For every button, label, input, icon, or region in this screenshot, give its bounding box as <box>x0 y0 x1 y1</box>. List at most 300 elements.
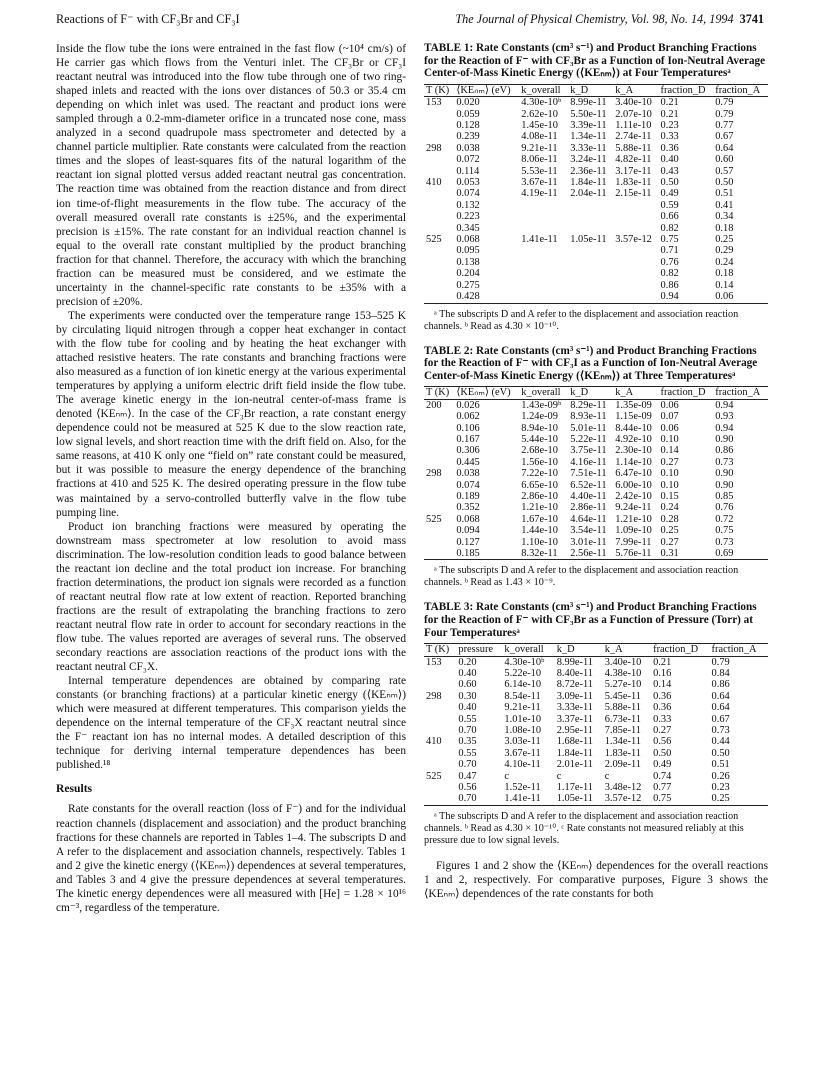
table-row <box>424 188 768 199</box>
table-cell: 0.51 <box>711 759 730 771</box>
table-cell: 0.47 <box>458 770 477 782</box>
table-cell <box>424 131 454 142</box>
table-cell: 0.28 <box>660 513 679 525</box>
table-cell <box>568 223 613 234</box>
column-header: fraction_D <box>651 644 709 656</box>
table-cell: 0.69 <box>713 548 768 560</box>
table-cell <box>424 502 454 513</box>
table-cell: 0.239 <box>456 131 480 143</box>
table-row <box>424 223 768 234</box>
table-cell: 2.09e-11 <box>604 759 641 771</box>
table-cell: 2.07e-10 <box>615 108 652 120</box>
table-cell: 0.60 <box>458 679 477 691</box>
table-cell: 1.67e-10 <box>521 513 558 525</box>
table-cell <box>519 268 568 279</box>
table-cell: 2.36e-11 <box>570 165 607 177</box>
table-row <box>424 166 768 177</box>
table2 <box>424 386 768 560</box>
table-cell: 8.94e-10 <box>521 422 558 434</box>
table-cell: 8.40e-11 <box>556 667 593 679</box>
column-header: fraction_A <box>713 84 768 96</box>
table-row <box>424 177 768 188</box>
table-cell: 1.44e-10 <box>521 525 558 537</box>
table-cell: 4.40e-11 <box>570 490 607 502</box>
table-cell: 0.94 <box>659 291 714 303</box>
table-cell: 3.17e-11 <box>615 165 652 177</box>
table-cell: 0.94 <box>715 422 734 434</box>
table-cell: 0.352 <box>456 502 480 514</box>
right-column <box>424 42 768 901</box>
column-header: k_overall <box>519 387 568 399</box>
table-cell: 298 <box>426 142 442 154</box>
table-cell: 0.068 <box>456 513 480 525</box>
table-cell: 1.21e-10 <box>521 502 558 514</box>
table2-caption: TABLE 2: Rate Constants (cm³ s⁻¹) and Product Branching Fractions for the Reaction of F⁻ with CF₃I as a Function of Ion-Neutral Average Center-of-Mass Kinetic Energy (⟨KEₙₘ⟩) at Three Temperaturesᵃ <box>424 344 758 382</box>
table-cell: 5.01e-11 <box>570 422 607 434</box>
table-cell: 2.86e-10 <box>521 490 558 502</box>
table-cell: 3.75e-11 <box>570 445 607 457</box>
column-header: k_A <box>613 84 658 96</box>
table-cell: 0.167 <box>456 433 480 445</box>
table-cell <box>424 223 454 234</box>
table-cell: 3.67e-11 <box>504 747 541 759</box>
table-cell <box>424 257 454 268</box>
table-cell: 2.42e-10 <box>615 490 652 502</box>
table-cell: 525 <box>426 770 442 782</box>
table-cell <box>568 268 613 279</box>
table-cell: 4.64e-11 <box>570 513 607 525</box>
table-cell: 3.03e-11 <box>504 736 541 748</box>
table1-footnote: ᵃ The subscripts D and A refer to the displacement and association reaction channels. ᵇ Read as 4.30 × 10⁻¹⁰. <box>424 308 739 332</box>
table-cell <box>568 280 613 291</box>
table-cell <box>424 280 454 291</box>
table-cell <box>613 211 658 222</box>
table-cell: 4.82e-11 <box>615 154 652 166</box>
table-cell: 0.76 <box>715 502 734 514</box>
table-cell: 0.57 <box>715 165 734 177</box>
column-header: pressure <box>456 644 502 656</box>
table-cell: 5.27e-10 <box>604 679 642 691</box>
table-row <box>424 468 768 479</box>
table-cell: 153 <box>426 97 442 109</box>
table-cell: 0.16 <box>653 667 672 679</box>
table-cell: 1.17e-11 <box>556 782 593 794</box>
table-cell: 6.65e-10 <box>521 479 558 491</box>
table-cell: 0.074 <box>456 188 480 200</box>
table-cell: 0.59 <box>660 199 679 211</box>
table-cell: 200 <box>426 399 442 411</box>
table-row <box>424 399 768 411</box>
table-cell: 8.99e-11 <box>570 97 607 109</box>
table-cell: 0.21 <box>660 108 679 120</box>
table-row <box>424 525 768 536</box>
table-cell: 0.26 <box>711 770 730 782</box>
section-heading: Results <box>56 782 93 796</box>
table-row <box>424 97 768 109</box>
table-row <box>424 480 768 491</box>
table-cell: 1.21e-10 <box>615 513 652 525</box>
table-cell: 0.15 <box>660 490 679 502</box>
table-cell: 0.55 <box>458 747 477 759</box>
table-row <box>424 211 768 222</box>
table-cell: 3.57e-12 <box>603 793 651 805</box>
table-cell: 3.40e-10 <box>615 97 652 109</box>
table-cell: 0.189 <box>456 490 480 502</box>
table-cell: 0.25 <box>660 525 679 537</box>
table-cell <box>568 291 613 303</box>
table-cell: 4.16e-11 <box>570 456 607 468</box>
table-row <box>424 771 768 782</box>
table-cell: 0.75 <box>651 793 709 805</box>
table-cell: 0.94 <box>715 399 734 411</box>
table-cell <box>519 223 568 234</box>
table-cell <box>519 200 568 211</box>
table-cell <box>424 268 454 279</box>
table-row <box>424 491 768 502</box>
table-cell: 0.27 <box>660 456 679 468</box>
table-row <box>424 759 768 770</box>
table-cell: 4.38e-10 <box>604 667 642 679</box>
table-row <box>424 154 768 165</box>
table-cell: 1.15e-09 <box>615 411 652 423</box>
table3-caption: TABLE 3: Rate Constants (cm³ s⁻¹) and Product Branching Fractions for the Reaction of F⁻ with CF₃Br as a Function of Pressure (Torr) at Four Temperaturesᵃ <box>424 601 757 639</box>
table-cell <box>424 782 456 793</box>
table-cell: 0.86 <box>711 679 730 691</box>
table-cell: 4.19e-11 <box>521 188 558 200</box>
table-cell <box>568 200 613 211</box>
table-cell: 0.70 <box>458 759 477 771</box>
table-row <box>424 291 768 303</box>
column-header: ⟨KEₙₘ⟩ (eV) <box>454 84 519 96</box>
table-cell: 5.44e-10 <box>521 433 558 445</box>
table-cell <box>613 280 658 291</box>
table-row <box>424 656 768 668</box>
table-cell: 0.43 <box>660 165 679 177</box>
table-cell: 8.54e-11 <box>504 690 541 702</box>
table-cell <box>424 245 454 256</box>
table-cell: 7.85e-11 <box>604 725 641 736</box>
table-cell: 0.70 <box>456 793 502 805</box>
table-cell: 2.30e-10 <box>615 445 652 457</box>
table-cell: 0.41 <box>715 199 734 211</box>
table-cell: 1.01e-10 <box>504 713 542 725</box>
table-row <box>424 268 768 279</box>
table-cell: 153 <box>426 656 442 668</box>
table-cell <box>424 725 456 736</box>
table-cell: 0.36 <box>660 142 679 154</box>
table-cell: 4.30e-10ᵇ <box>521 97 562 109</box>
table-cell: 2.04e-11 <box>570 188 607 200</box>
table-cell: 1.11e-10 <box>615 120 652 131</box>
table-cell: 0.094 <box>456 525 480 537</box>
table-cell: 0.71 <box>660 245 679 257</box>
table-cell: 1.34e-11 <box>570 131 607 143</box>
table-cell <box>424 537 454 548</box>
table-cell <box>424 154 454 165</box>
column-header: k_D <box>568 84 613 96</box>
table-cell: 0.79 <box>715 97 734 109</box>
table-row <box>424 514 768 525</box>
table-cell: 6.00e-10 <box>615 479 652 491</box>
table-cell: 0.24 <box>660 502 679 514</box>
table-cell <box>613 200 658 211</box>
table-cell: 0.64 <box>715 142 734 154</box>
table-cell: 0.70 <box>458 725 477 736</box>
table-cell <box>613 268 658 279</box>
table-cell: 0.06 <box>660 422 679 434</box>
table-cell: 0.77 <box>653 782 672 794</box>
table-cell: 0.31 <box>659 548 714 560</box>
table-cell: 4.08e-11 <box>521 131 558 143</box>
paragraph: Rate constants for the overall reaction (loss of F⁻) and for the individual reaction channels (displacement and association) and the product branching fractions for these channels are reported in Tables 1–4. The subscripts D and A refer to the displacement and association channels, respectively. Tables 1 and 2 give the kinetic energy (⟨KEₙₘ⟩) dependences at several temperatures, and Tables 3 and 4 give the pressure dependences at several temperatures. The kinetic energy dependences were all measured with [He] = 1.28 × 10¹⁶ cm⁻³, regardless of the temperature. <box>56 803 406 914</box>
table-cell: 5.76e-11 <box>613 548 658 560</box>
table-cell: 0.50 <box>711 747 730 759</box>
table-cell: 0.132 <box>456 199 480 211</box>
table-cell <box>424 491 454 502</box>
table-row <box>424 537 768 548</box>
table-cell: 1.84e-11 <box>556 747 593 759</box>
table-cell: 525 <box>426 513 442 525</box>
table-cell: 0.72 <box>715 513 734 525</box>
table-cell: 0.29 <box>715 245 734 257</box>
table-cell: 0.75 <box>715 525 734 537</box>
table-cell <box>519 291 568 303</box>
table-cell: 1.08e-10 <box>504 725 542 736</box>
table-cell: 2.68e-10 <box>521 445 558 457</box>
table-cell: 1.35e-09 <box>615 399 652 411</box>
table-cell: 0.204 <box>456 268 480 280</box>
table-cell: 0.86 <box>660 279 679 291</box>
table-cell <box>568 211 613 222</box>
table-row <box>424 109 768 120</box>
table-cell: 9.24e-11 <box>615 502 652 514</box>
table-cell: 0.79 <box>711 656 730 668</box>
table-cell: 0.10 <box>660 479 679 491</box>
table-cell: 0.66 <box>660 211 679 223</box>
table-cell: 0.06 <box>713 291 768 303</box>
table-cell <box>424 166 454 177</box>
table-cell: 0.33 <box>660 131 679 143</box>
table-row <box>424 748 768 759</box>
table-cell: 5.22e-10 <box>504 667 542 679</box>
table-cell: 1.41e-11 <box>521 234 558 246</box>
table-cell: 3.48e-12 <box>604 782 642 794</box>
table-cell: 0.25 <box>710 793 768 805</box>
table-row <box>424 725 768 736</box>
table-cell: 1.83e-11 <box>604 747 641 759</box>
table-cell: 0.128 <box>456 120 480 131</box>
table-row <box>424 793 768 805</box>
column-header: fraction_D <box>659 84 714 96</box>
table-row <box>424 120 768 131</box>
table-cell: 0.55 <box>458 713 477 725</box>
table-cell <box>519 280 568 291</box>
table-cell: 0.64 <box>711 690 730 702</box>
table-cell <box>424 445 454 456</box>
table-cell: 8.99e-11 <box>556 656 593 668</box>
table-cell: 8.32e-11 <box>519 548 568 560</box>
table-cell: 0.77 <box>715 120 734 131</box>
column-header: fraction_A <box>713 387 768 399</box>
table-cell: 525 <box>426 234 442 246</box>
table-cell: 0.14 <box>653 679 672 691</box>
table-row <box>424 502 768 513</box>
table-cell: c <box>504 770 510 782</box>
table-cell: 0.06 <box>660 399 679 411</box>
table-cell: 0.34 <box>715 211 734 223</box>
table1 <box>424 84 768 304</box>
table-cell: 0.038 <box>456 468 480 480</box>
table-cell <box>424 748 456 759</box>
paragraph: Figures 1 and 2 show the ⟨KEₙₘ⟩ dependences for the overall reactions 1 and 2, respectively. For comparative purposes, Figure 3 shows the ⟨KEₙₘ⟩ dependences of the rate constants for both <box>424 859 768 900</box>
table-cell <box>519 245 568 256</box>
table-cell: 0.21 <box>660 97 679 109</box>
table-cell: 3.37e-11 <box>556 713 593 725</box>
table-cell <box>424 211 454 222</box>
table-cell: 3.33e-11 <box>570 142 607 154</box>
left-column <box>56 42 406 915</box>
table-cell: 0.20 <box>458 656 477 668</box>
table-cell: 0.75 <box>660 234 679 246</box>
table-row <box>424 143 768 154</box>
table-cell: 1.56e-10 <box>521 456 558 468</box>
table-cell <box>519 257 568 268</box>
column-header: k_overall <box>502 644 554 656</box>
table-cell: 410 <box>426 736 442 748</box>
table-cell: 1.68e-11 <box>556 736 593 748</box>
table-cell: 1.43e-09ᵇ <box>521 399 562 411</box>
table-cell <box>613 245 658 256</box>
table-row <box>424 702 768 713</box>
table-cell: 0.67 <box>715 131 734 143</box>
table-row <box>424 691 768 702</box>
running-header <box>56 12 764 30</box>
table-cell: 0.49 <box>660 188 679 200</box>
table-cell: 6.47e-10 <box>615 468 652 480</box>
column-header: k_D <box>555 644 603 656</box>
table-cell: 0.36 <box>653 702 672 714</box>
table-row <box>424 445 768 456</box>
table-row <box>424 434 768 445</box>
table-cell <box>568 257 613 268</box>
table-cell: 3.33e-11 <box>556 702 593 714</box>
table2-footnote: ᵃ The subscripts D and A refer to the displacement and association reaction channels. ᵇ Read as 1.43 × 10⁻⁹. <box>424 565 739 589</box>
table-cell: 0.18 <box>715 222 734 234</box>
table-cell: 0.127 <box>456 536 480 548</box>
table-cell: 0.40 <box>458 702 477 714</box>
table-cell: 0.74 <box>653 770 672 782</box>
table-cell <box>424 457 454 468</box>
table-row <box>424 782 768 793</box>
table-cell: 1.34e-11 <box>604 736 641 748</box>
table-cell: 1.05e-11 <box>570 234 607 246</box>
table-cell: 298 <box>426 468 442 480</box>
table-cell: 1.83e-11 <box>615 177 652 189</box>
table-cell: 0.56 <box>653 736 672 748</box>
table-cell: 2.01e-11 <box>556 759 593 771</box>
table-cell: 0.428 <box>454 291 519 303</box>
table-cell: 0.25 <box>715 234 734 246</box>
table-cell: 0.18 <box>715 268 734 280</box>
table-cell: 0.36 <box>653 690 672 702</box>
table-row <box>424 548 768 560</box>
table-cell: 0.40 <box>458 667 477 679</box>
table-row <box>424 668 768 679</box>
table-cell: 0.50 <box>653 747 672 759</box>
table-row <box>424 714 768 725</box>
table-cell <box>424 702 456 713</box>
table-cell: 0.50 <box>660 177 679 189</box>
table-cell: 0.76 <box>660 256 679 268</box>
table-cell: 0.86 <box>715 445 734 457</box>
table-cell: 0.020 <box>456 97 480 109</box>
journal-name: The Journal of Physical Chemistry, Vol. 98, No. 14, 1994 <box>455 12 734 26</box>
table-cell: 0.138 <box>456 256 480 268</box>
table-row <box>424 280 768 291</box>
table-cell: 3.09e-11 <box>556 690 593 702</box>
table-cell: 2.15e-11 <box>615 188 652 200</box>
paragraph: Internal temperature dependences are obtained by comparing rate constants (or branching fractions) at a particular kinetic energy (⟨KEₙₘ⟩) which were measured at different temperatures. This comparison yields the dependence on the internal temperature of the CF₃X reactant neutral since the F⁻ reactant ion has no internal modes. A detailed description of this technique for deriving internal temperature dependences has been published.¹⁸ <box>56 675 406 772</box>
table-cell: 8.93e-11 <box>570 411 607 423</box>
table-cell: 0.60 <box>715 154 734 166</box>
table-cell: 4.30e-10ᵇ <box>504 656 545 668</box>
table-row <box>424 245 768 256</box>
table-cell: 0.345 <box>456 222 480 234</box>
table-cell: 0.10 <box>660 468 679 480</box>
table-cell: 0.14 <box>660 445 679 457</box>
table-cell: 0.10 <box>660 433 679 445</box>
table-cell: 0.73 <box>715 456 734 468</box>
table-cell: 2.86e-11 <box>570 502 607 514</box>
table3-footnote: ᵃ The subscripts D and A refer to the displacement and association reaction channels. ᵇ Read as 4.30 × 10⁻¹⁰. ᶜ Rate constants not measured reliably at this pressure due to low signal levels. <box>424 810 744 846</box>
table-cell <box>424 109 454 120</box>
table-cell <box>424 423 454 434</box>
table-cell <box>424 679 456 690</box>
table-cell: 0.82 <box>660 222 679 234</box>
running-title: Reactions of F⁻ with CF₃Br and CF₃I <box>56 12 240 26</box>
column-header: k_A <box>603 644 651 656</box>
table-cell: 0.23 <box>660 120 679 131</box>
table-cell: 0.106 <box>456 422 480 434</box>
table-cell: 3.01e-11 <box>570 536 607 548</box>
table-cell: 0.23 <box>711 782 730 794</box>
table-cell: 0.30 <box>458 690 477 702</box>
table-cell: 0.24 <box>715 256 734 268</box>
paragraph: The experiments were conducted over the temperature range 153–525 K by circulating liquid nitrogen through a copper heat exchanger in contact with the flow tube for cooling and by heating the heat exchanger with attached resistive heaters. The rate constants and branching fractions were also measured as a function of ion kinetic energy at the various experimental temperatures by applying a uniform electric drift field inside the flow tube. The average kinetic energy in the ion-neutral center-of-mass frame is denoted ⟨KEₙₘ⟩. In the case of the CF₃Br reaction, a rate constant energy dependence could not be measured at 525 K due to the slow reaction rate, low signal levels, and short reaction time with the drift field on. Also, for the same reasons, at 410 K only one “field on” rate constant could be measured, but it was possible to measure the energy dependence of the branching fractions at 410 and 525 K. The desired operating pressure in the flow tube was maintained by a servo-controlled butterfly valve in the flow tube pumping line. <box>56 309 406 519</box>
table-cell: 3.67e-11 <box>521 177 558 189</box>
table-row <box>424 131 768 142</box>
table-cell: 0.50 <box>715 177 734 189</box>
table-cell <box>424 480 454 491</box>
column-header: T (K) <box>424 387 454 399</box>
table-row <box>424 736 768 747</box>
table-cell: 5.22e-11 <box>570 433 607 445</box>
table-cell: 0.072 <box>456 154 480 166</box>
table-cell: 8.72e-11 <box>556 679 593 691</box>
table-cell <box>424 120 454 131</box>
table-cell: 0.73 <box>715 536 734 548</box>
table-cell: 0.026 <box>456 399 480 411</box>
table-cell: 0.062 <box>456 411 480 423</box>
table-cell: 0.56 <box>458 782 477 794</box>
table-cell: c <box>556 770 562 782</box>
table-cell: 0.90 <box>715 468 734 480</box>
table-cell: 0.27 <box>660 536 679 548</box>
table-cell <box>424 668 456 679</box>
table-cell: 1.84e-11 <box>570 177 607 189</box>
table-cell: 1.24e-09 <box>521 411 558 423</box>
table-cell: 0.79 <box>715 108 734 120</box>
